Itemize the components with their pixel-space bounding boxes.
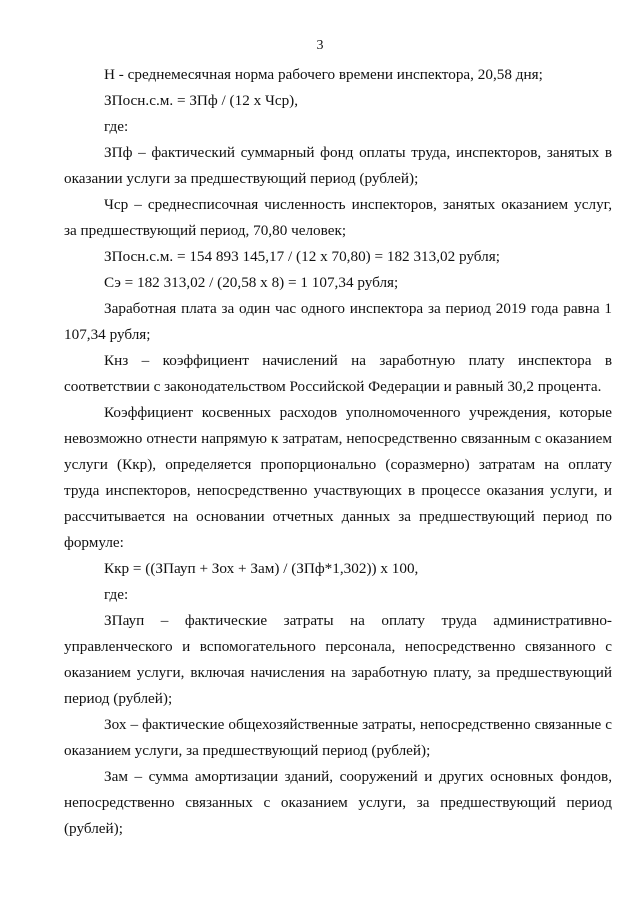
paragraph-text: Чср – среднесписочная численность инспекторов, занятых оказанием услуг, за предшествующий период, 70,80 человек; [64,196,612,239]
paragraph-text: Ккр = ((ЗПауп + Зох + Зам) / (ЗПф*1,302)) x 100, [104,560,419,577]
formula-kkr [64,556,612,582]
paragraph-zam-definition [64,764,612,842]
paragraph-text: ЗПф – фактический суммарный фонд оплаты труда, инспекторов, занятых в оказании услуги за предшествующий период (рублей); [64,144,612,187]
formula-hourly-cost [64,270,612,296]
paragraph-text: где: [104,586,129,603]
paragraph-zoh-definition [64,712,612,764]
paragraph-text: Н - среднемесячная норма рабочего времени инспектора, 20,58 дня; [104,66,543,83]
paragraph-hourly-wage [64,296,612,348]
paragraph-chsr-definition [64,192,612,244]
paragraph-norm-hours [64,62,612,88]
paragraph-text: Коэффициент косвенных расходов уполномоченного учреждения, которые невозможно отнести напрямую к затратам, непосредственно связанным с оказанием услуги (Ккр), определяется пропорционально (соразмерно) затратам на оплату труда инспекторов, непосредственно участвующих в процессе оказания услуги, и рассчитывается на основании отчетных данных за предшествующий период по формуле: [64,404,612,551]
formula-base-salary-value [64,244,612,270]
paragraph-knz-definition [64,348,612,400]
paragraph-zpf-definition [64,140,612,192]
where-label-2 [64,582,612,608]
paragraph-text: Сэ = 182 313,02 / (20,58 x 8) = 1 107,34 рубля; [104,274,399,291]
formula-base-salary [64,88,612,114]
page-number: 3 [316,38,324,53]
paragraph-text: ЗПосн.с.м. = ЗПф / (12 x Чср), [104,92,299,109]
paragraph-zpaup-definition [64,608,612,712]
paragraph-text: Зох – фактические общехозяйственные затраты, непосредственно связанные с оказанием услуги, за предшествующий период (рублей); [64,716,612,759]
paragraph-text: Кнз – коэффициент начислений на заработную плату инспектора в соответствии с законодательством Российской Федерации и равный 30,2 процента. [64,352,612,395]
where-label-1 [64,114,612,140]
paragraph-text: где: [104,118,129,135]
paragraph-text: ЗПосн.с.м. = 154 893 145,17 / (12 x 70,80) = 182 313,02 рубля; [104,248,500,265]
paragraph-kkr-description [64,400,612,556]
paragraph-text: Зам – сумма амортизации зданий, сооружений и других основных фондов, непосредственно связанных с оказанием услуги, за предшествующий период (рублей); [64,768,612,837]
paragraph-text: Заработная плата за один час одного инспектора за период 2019 года равна 1 107,34 рубля; [64,300,612,343]
paragraph-text: ЗПауп – фактические затраты на оплату труда административно-управленческого и вспомогательного персонала, непосредственно связанного с оказанием услуги, включая начисления на заработную плату, за предшествующий период (рублей); [64,612,612,707]
